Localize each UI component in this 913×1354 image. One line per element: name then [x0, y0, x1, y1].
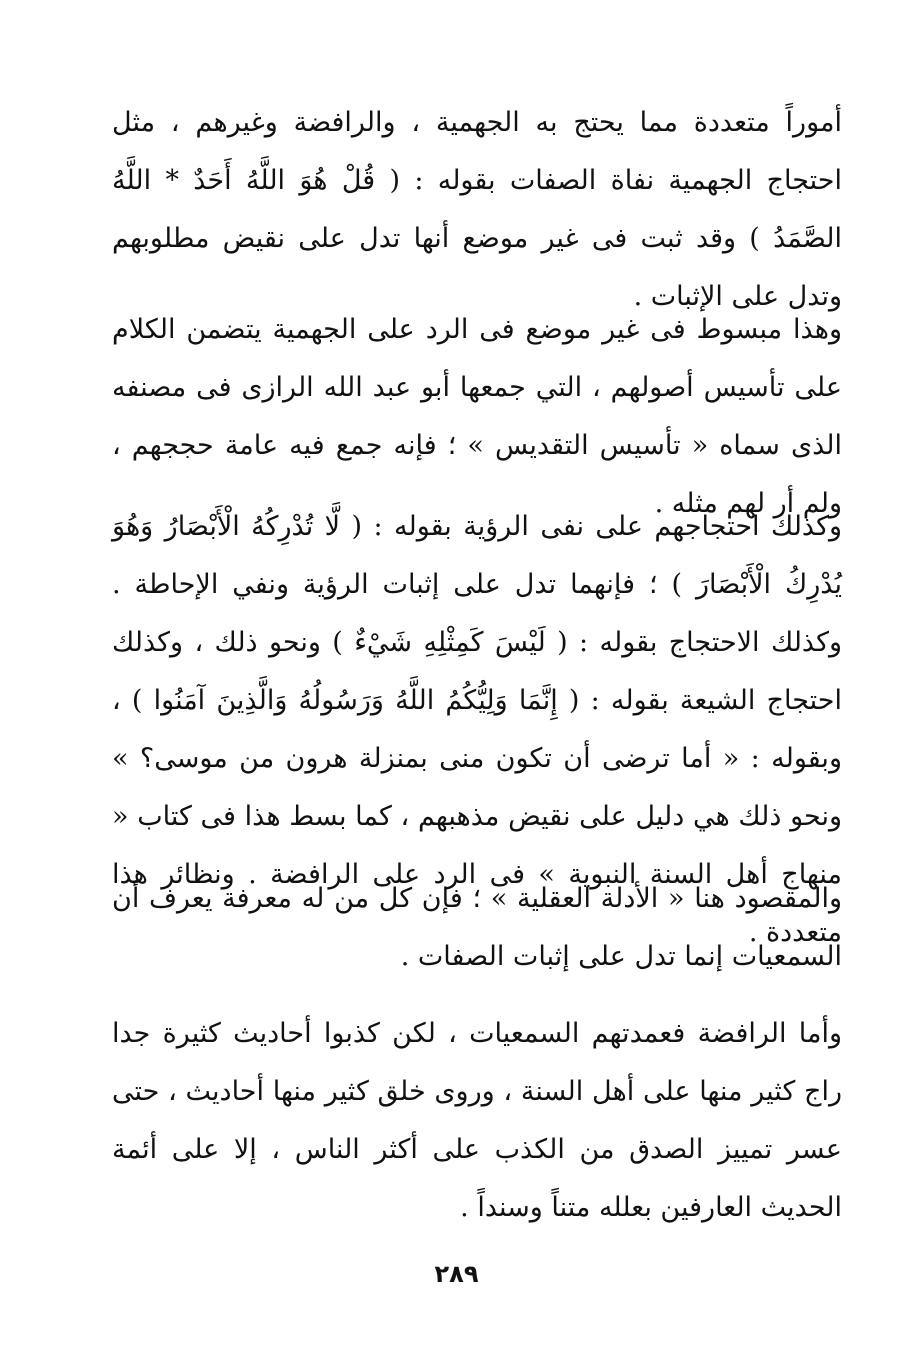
paragraph-4: والمقصود هنا « الأدلة العقلية » ؛ فإن كل من له معرفة يعرف أن السمعيات إنما تدل على إثبات الصفات . [112, 883, 842, 972]
paragraph-1: أموراً متعددة مما يحتج به الجهمية ، والرافضة وغيرهم ، مثل احتجاج الجهمية نفاة الصفات بقوله : ( قُلْ هُوَ اللَّهُ أَحَدٌ * اللَّهُ الصَّمَدُ ) وقد ثبت فى غير موضع أنها تدل على نقيض مطلوبهم وتدل على الإثبات . [112, 107, 842, 312]
paragraph-5: وأما الرافضة فعمدتهم السمعيات ، لكن كذبوا أحاديث كثيرة جدا راج كثير منها على أهل السنة ، وروى خلق كثير منها أحاديث ، حتى عسر تمييز الصدق من الكذب على أكثر الناس ، إلا على أئمة الحديث العارفين بعلله متناً وسنداً . [112, 1018, 843, 1223]
paragraph-3: وكذلك احتجاجهم على نفى الرؤية بقوله : ( لَّا تُدْرِكُهُ الْأَبْصَارُ وَهُوَ يُدْرِكُ الْأَبْصَارَ ) ؛ فإنهما تدل على إثبات الرؤية ونفي الإحاطة . وكذلك الاحتجاج بقوله : ( لَيْسَ كَمِثْلِهِ شَيْءٌ ) ونحو ذلك ، وكذلك احتجاج الشيعة بقوله : ( إِنَّمَا وَلِيُّكُمُ اللَّهُ وَرَسُولُهُ وَالَّذِينَ آمَنُوا ) ، وبقوله : « أما ترضى أن تكون منى بمنزلة هرون من موسى؟ » ونحو ذلك هي دليل على نقيض مذهبهم ، كما بسط هذا فى كتاب « منهاج أهل السنة النبوية » فى الرد على الرافضة . ونظائر هذا متعددة . [112, 511, 842, 948]
paragraph-2: وهذا مبسوط فى غير موضع فى الرد على الجهمية يتضمن الكلام على تأسيس أصولهم ، التي جمعها أبو عبد الله الرازى فى مصنفه الذى سماه « تأسيس التقديس » ؛ فإنه جمع فيه عامة حججهم ، ولم أر لهم مثله . [112, 314, 842, 519]
page-number: ٢٨٩ [434, 1260, 479, 1288]
